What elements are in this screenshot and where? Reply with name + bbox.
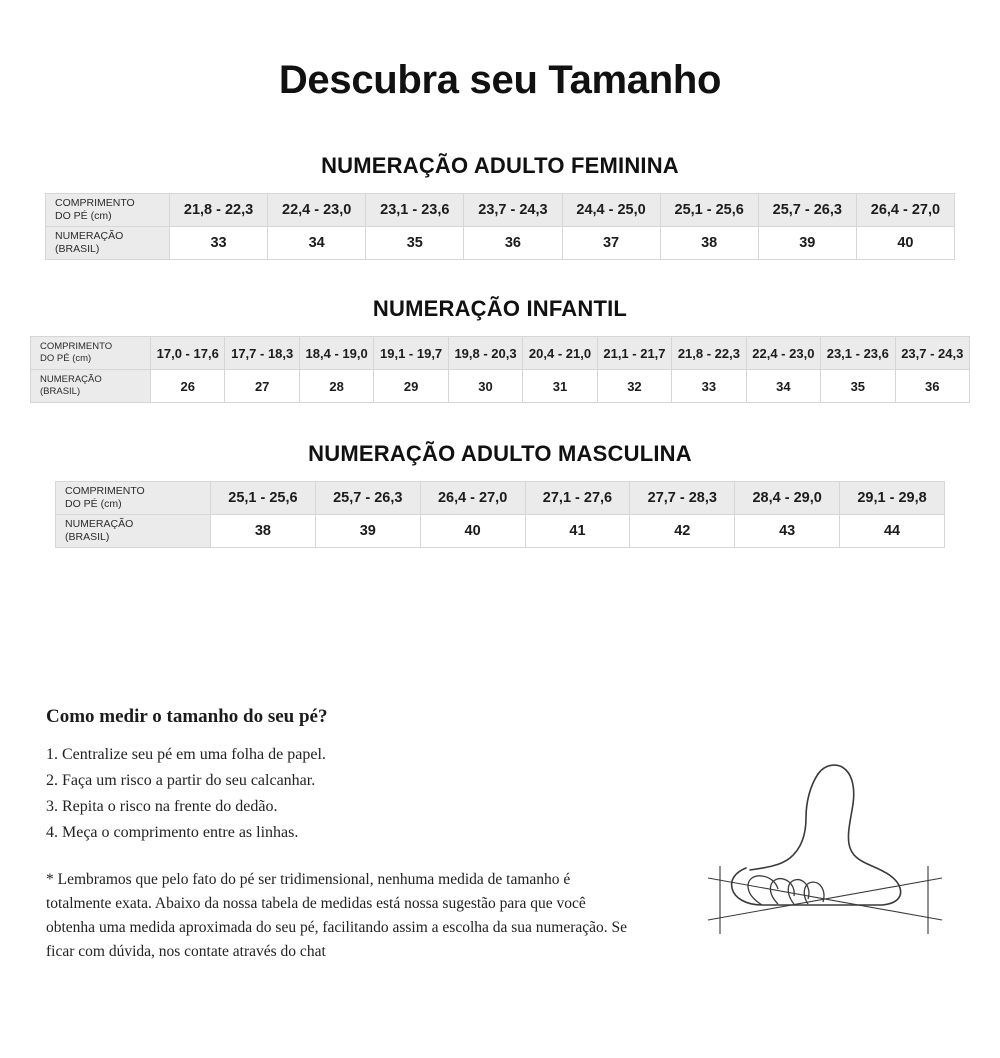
cell-size: 39	[315, 515, 420, 548]
row-label-length-line2: DO PÉ (cm)	[65, 498, 122, 510]
cell-size: 33	[170, 227, 268, 260]
cell-size: 27	[225, 370, 299, 403]
table-wrap-male	[0, 481, 1000, 548]
row-label-size	[31, 370, 151, 403]
cell-length: 17,7 - 18,3	[225, 337, 299, 370]
list-item: 1. Centralize seu pé em uma folha de papel.	[46, 746, 326, 763]
table-row	[56, 515, 945, 548]
section-title-kids: NUMERAÇÃO INFANTIL	[372, 296, 628, 321]
cell-length: 22,4 - 23,0	[746, 337, 820, 370]
table-wrap-female	[0, 193, 1000, 260]
table-wrap-kids	[0, 336, 1000, 403]
cell-size: 36	[464, 227, 562, 260]
cell-length: 21,1 - 21,7	[597, 337, 671, 370]
cell-length: 20,4 - 21,0	[523, 337, 597, 370]
row-label-length-line1: COMPRIMENTO	[65, 484, 145, 497]
table-row	[46, 227, 955, 260]
cell-size: 31	[523, 370, 597, 403]
row-label-size-line2: (BRASIL)	[65, 531, 110, 543]
cell-length: 23,1 - 23,6	[366, 194, 464, 227]
row-label-size-line1: NUMERAÇÃO	[40, 374, 102, 386]
cell-length: 22,4 - 23,0	[268, 194, 366, 227]
cell-length: 25,1 - 25,6	[211, 482, 316, 515]
row-label-size-line1: NUMERAÇÃO	[55, 229, 124, 242]
cell-length: 29,1 - 29,8	[840, 482, 945, 515]
row-label-size-line2: (BRASIL)	[40, 386, 81, 397]
page-title: Descubra seu Tamanho	[278, 58, 722, 102]
cell-size: 29	[374, 370, 448, 403]
cell-size: 41	[525, 515, 630, 548]
row-label-length	[46, 194, 170, 227]
table-row	[31, 337, 970, 370]
cell-size: 37	[562, 227, 660, 260]
cell-size: 38	[660, 227, 758, 260]
howto-steps	[46, 742, 666, 846]
cell-size: 32	[597, 370, 671, 403]
cell-size: 44	[840, 515, 945, 548]
size-table-kids	[30, 336, 970, 403]
cell-size: 39	[758, 227, 856, 260]
cell-length: 26,4 - 27,0	[856, 194, 954, 227]
cell-length: 27,7 - 28,3	[630, 482, 735, 515]
cell-length: 19,8 - 20,3	[448, 337, 522, 370]
row-label-length	[56, 482, 211, 515]
cell-size: 42	[630, 515, 735, 548]
row-label-size	[46, 227, 170, 260]
cell-length: 26,4 - 27,0	[420, 482, 525, 515]
row-label-size	[56, 515, 211, 548]
howto-section	[46, 706, 666, 980]
cell-length: 19,1 - 19,7	[374, 337, 448, 370]
cell-length: 24,4 - 25,0	[562, 194, 660, 227]
cell-size: 28	[299, 370, 373, 403]
table-row	[56, 482, 945, 515]
cell-size: 33	[672, 370, 746, 403]
row-label-size-line1: NUMERAÇÃO	[65, 517, 134, 530]
row-label-length	[31, 337, 151, 370]
cell-size: 40	[856, 227, 954, 260]
cell-length: 28,4 - 29,0	[735, 482, 840, 515]
cell-length: 21,8 - 22,3	[170, 194, 268, 227]
list-item: 4. Meça o comprimento entre as linhas.	[46, 823, 299, 841]
size-table-male	[55, 481, 945, 548]
howto-note: * Lembramos que pelo fato do pé ser tridimensional, nenhuma medida de tamanho é totalmente exata. Abaixo da nossa tabela de medidas está nossa sugestão para que você obtenha uma medida aproximada do seu pé, facilitando assim a escolha da sua numeração. Se ficar com dúvida, nos contate através do chat	[46, 870, 628, 961]
cell-length: 25,7 - 26,3	[315, 482, 420, 515]
table-row	[31, 370, 970, 403]
cell-length: 25,1 - 25,6	[660, 194, 758, 227]
size-guide-page	[0, 58, 1000, 1058]
cell-size: 35	[366, 227, 464, 260]
cell-size: 34	[268, 227, 366, 260]
cell-length: 23,1 - 23,6	[821, 337, 895, 370]
cell-length: 18,4 - 19,0	[299, 337, 373, 370]
cell-size: 34	[746, 370, 820, 403]
cell-size: 26	[151, 370, 225, 403]
cell-size: 40	[420, 515, 525, 548]
cell-length: 21,8 - 22,3	[672, 337, 746, 370]
cell-length: 27,1 - 27,6	[525, 482, 630, 515]
list-item: 2. Faça um risco a partir do seu calcanhar.	[46, 771, 316, 789]
cell-length: 17,0 - 17,6	[151, 337, 225, 370]
foot-measurement-illustration	[690, 748, 960, 948]
foot-icon	[690, 748, 960, 948]
list-item: 3. Repita o risco na frente do dedão.	[46, 797, 278, 815]
cell-size: 43	[735, 515, 840, 548]
row-label-length-line2: DO PÉ (cm)	[55, 210, 112, 222]
cell-size: 30	[448, 370, 522, 403]
row-label-length-line2: DO PÉ (cm)	[40, 353, 92, 364]
cell-length: 23,7 - 24,3	[464, 194, 562, 227]
cell-length: 25,7 - 26,3	[758, 194, 856, 227]
cell-size: 36	[895, 370, 969, 403]
row-label-length-line1: COMPRIMENTO	[40, 341, 113, 353]
row-label-length-line1: COMPRIMENTO	[55, 196, 135, 209]
section-title-female: NUMERAÇÃO ADULTO FEMININA	[321, 153, 679, 178]
row-label-size-line2: (BRASIL)	[55, 243, 100, 255]
cell-length: 23,7 - 24,3	[895, 337, 969, 370]
howto-title: Como medir o tamanho do seu pé?	[46, 706, 328, 727]
size-table-female	[45, 193, 955, 260]
section-title-male: NUMERAÇÃO ADULTO MASCULINA	[308, 441, 692, 466]
cell-size: 35	[821, 370, 895, 403]
cell-size: 38	[211, 515, 316, 548]
table-row	[46, 194, 955, 227]
